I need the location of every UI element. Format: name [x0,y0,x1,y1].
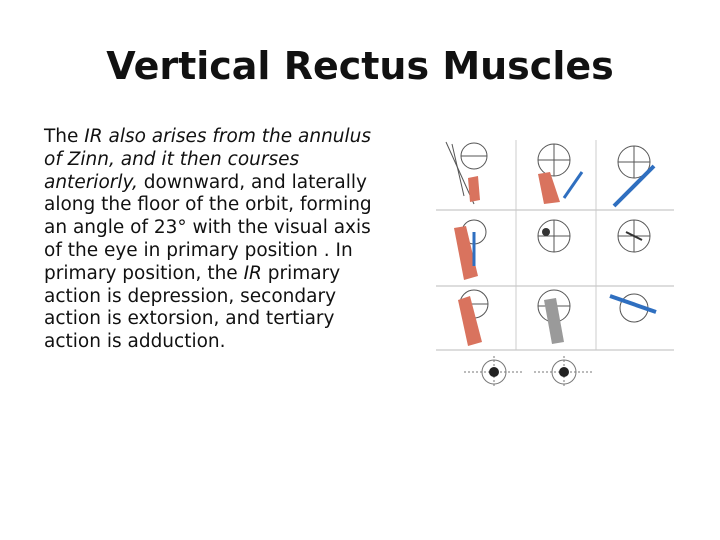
muscle-action-figure [434,136,676,392]
body-text-run: of the eye in primary position . In [44,239,353,261]
body-text-run: primary position, the [44,262,244,284]
body-text-run: action is adduction. [44,331,226,353]
body-text-run: action is extorsion, and tertiary [44,308,335,330]
body-line [44,331,384,354]
body-line [44,217,384,240]
body-text-run: of Zinn, and it then courses [44,148,300,170]
body-text-run: an angle of 23° with the visual axis [44,217,371,239]
body-text-run: The [44,126,85,147]
body-text-run: anteriorly, [44,171,138,193]
body-text-run: primary [261,262,341,284]
body-text-run: IR also arises from the annulus [84,126,372,147]
body-text-run: along the floor of the orbit, forming [44,194,372,216]
body-text-run: downward, and laterally [137,171,367,193]
body-text-run: action is depression, secondary [44,285,337,307]
body-line [44,149,384,172]
body-line [44,308,384,331]
body-line [44,286,384,309]
body-line [44,194,384,217]
slide-body-text [44,126,384,354]
body-line [44,240,384,263]
inferior-rectus-diagram-icon [434,136,676,392]
body-line [44,172,384,195]
body-text-run: IR [243,262,262,284]
slide-title: Vertical Rectus Muscles [106,44,614,88]
body-line [44,263,384,286]
body-line [44,126,384,149]
